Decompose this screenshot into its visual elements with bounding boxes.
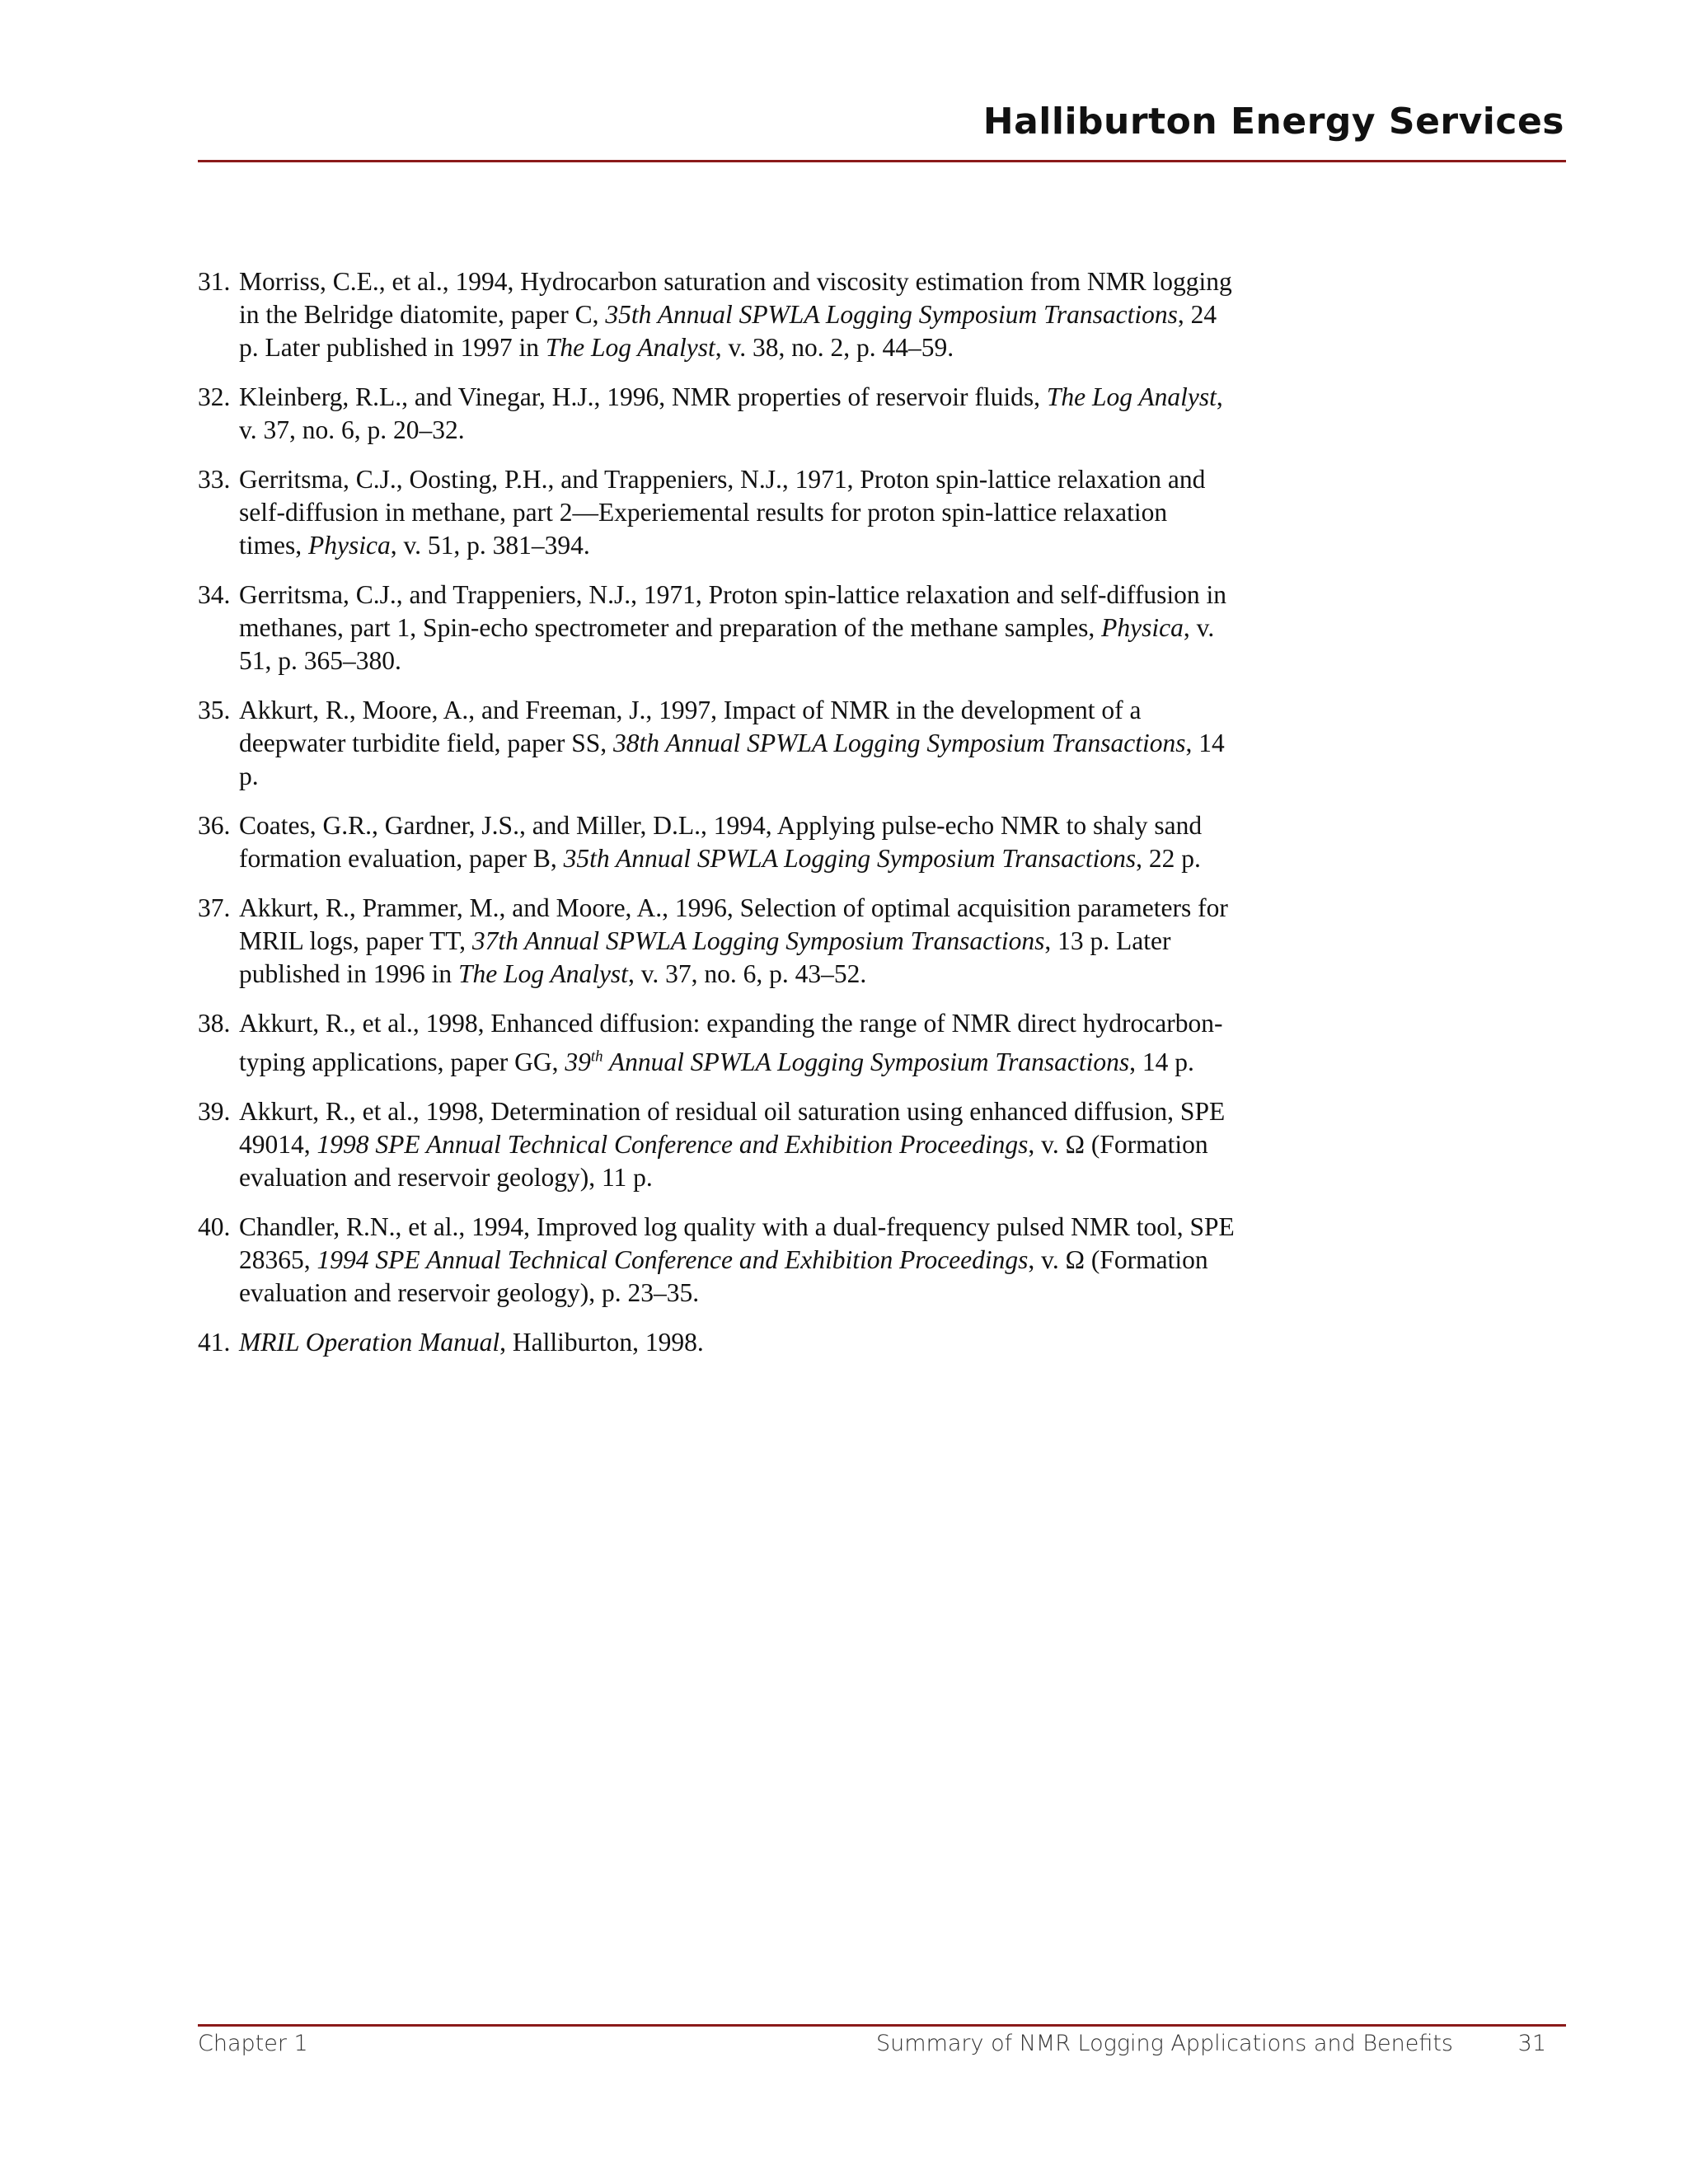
reference-italic-segment: 1998 SPE Annual Technical Conference and Exhibition Proceedings (316, 1129, 1029, 1159)
reference-text (239, 465, 1205, 560)
reference-item (198, 892, 1236, 991)
footer-chapter: Chapter 1 (198, 2031, 308, 2056)
reference-italic-segment: 1994 SPE Annual Technical Conference and Exhibition Proceedings (316, 1244, 1029, 1274)
reference-number: 32. (198, 382, 231, 411)
reference-segment: , 14 p. (1129, 1047, 1194, 1076)
reference-italic-segment: The Log Analyst (545, 333, 715, 362)
reference-number: 35. (198, 696, 231, 724)
reference-italic-segment: Physica (308, 531, 391, 560)
reference-text (239, 893, 1228, 988)
reference-number: 38. (198, 1009, 231, 1038)
reference-item (198, 1095, 1236, 1194)
reference-text (239, 1097, 1225, 1192)
header-rule (198, 160, 1566, 162)
reference-item (198, 694, 1236, 793)
reference-segment: Akkurt, R., Moore, A., and Freeman, J., 1997, Impact of NMR in the development of a deepwater turbidite field, paper SS, (239, 696, 1142, 757)
reference-segment: Chandler, R.N., et al., 1994, Improved log quality with a dual-frequency pulsed NMR tool, SPE 28365, (239, 1212, 1235, 1274)
reference-italic-segment: The Log Analyst (458, 959, 628, 988)
reference-text (239, 580, 1226, 675)
reference-italic-segment: 38th Annual SPWLA Logging Symposium Transactions (612, 729, 1186, 757)
reference-italic-segment: The Log Analyst (1046, 382, 1217, 411)
reference-list (198, 265, 1236, 1376)
reference-segment: Gerritsma, C.J., and Trappeniers, N.J., 1971, Proton spin-lattice relaxation and self-diffusion in methanes, part 1, Spin-echo spectrometer and preparation of the methane samples, (239, 580, 1226, 642)
reference-italic-segment: 39 (565, 1047, 591, 1076)
reference-number: 39. (198, 1096, 231, 1126)
reference-italic-segment: 35th Annual SPWLA Logging Symposium Transactions (563, 844, 1137, 873)
reference-italic-segment: th (590, 1047, 603, 1065)
reference-segment: , v. 37, no. 6, p. 20–32. (239, 382, 1223, 444)
footer-section-title: Summary of NMR Logging Applications and Benefits (876, 2031, 1453, 2056)
reference-segment: , v. 38, no. 2, p. 44–59. (715, 333, 954, 362)
reference-segment: , 22 p. (1136, 844, 1201, 873)
reference-segment: Coates, G.R., Gardner, J.S., and Miller, D.L., 1994, Applying pulse-echo NMR to shaly sand formation evaluation, paper B, (239, 811, 1203, 873)
reference-segment: , Halliburton, 1998. (499, 1327, 704, 1357)
reference-segment: , 24 p. Later published in 1997 in (239, 300, 1217, 362)
reference-segment: , v. 51, p. 381–394. (390, 531, 590, 560)
reference-segment: , v. Ω (Formation evaluation and reservoir geology), 11 p. (239, 1129, 1208, 1192)
reference-segment: , v. 51, p. 365–380. (239, 613, 1215, 675)
reference-italic-segment: 35th Annual SPWLA Logging Symposium Transactions (605, 300, 1178, 329)
reference-text (239, 267, 1232, 362)
reference-number: 41. (198, 1327, 231, 1357)
reference-text (239, 1009, 1223, 1076)
reference-text (239, 1212, 1235, 1307)
reference-number: 37. (198, 893, 231, 922)
reference-italic-segment: 37th Annual SPWLA Logging Symposium Transactions (471, 926, 1045, 955)
reference-segment: Akkurt, R., et al., 1998, Enhanced diffusion: expanding the range of NMR direct hydrocarbon-typing applications, paper GG, (239, 1009, 1223, 1076)
reference-segment: , 14 p. (239, 729, 1225, 790)
reference-number: 33. (198, 465, 231, 494)
reference-number: 40. (198, 1212, 231, 1241)
reference-item (198, 463, 1236, 562)
page-header-title: Halliburton Energy Services (982, 101, 1564, 143)
reference-item (198, 809, 1236, 875)
reference-segment: , v. 37, no. 6, p. 43–52. (627, 959, 867, 988)
reference-italic-segment: Physica (1101, 613, 1184, 642)
reference-segment: , 13 p. Later published in 1996 in (239, 926, 1171, 988)
reference-item (198, 1007, 1236, 1079)
reference-item (198, 381, 1236, 447)
reference-number: 31. (198, 267, 231, 296)
reference-italic-segment: Annual SPWLA Logging Symposium Transactions (603, 1047, 1130, 1076)
reference-segment: Akkurt, R., Prammer, M., and Moore, A., 1996, Selection of optimal acquisition parameters for MRIL logs, paper TT, (239, 893, 1228, 955)
reference-segment: Morriss, C.E., et al., 1994, Hydrocarbon saturation and viscosity estimation from NMR logging in the Belridge diatomite, paper C, (239, 267, 1232, 329)
reference-segment: Kleinberg, R.L., and Vinegar, H.J., 1996, NMR properties of reservoir fluids, (239, 382, 1047, 411)
reference-item (198, 1211, 1236, 1310)
reference-segment: Gerritsma, C.J., Oosting, P.H., and Trappeniers, N.J., 1971, Proton spin-lattice relaxation and self-diffusion in methane, part 2—Experiemental results for proton spin-lattice relaxation times, (239, 465, 1206, 560)
reference-item (198, 1326, 1236, 1359)
reference-item (198, 265, 1236, 364)
reference-number: 36. (198, 811, 231, 840)
reference-text (239, 696, 1225, 790)
reference-italic-segment: MRIL Operation Manual (239, 1327, 500, 1357)
reference-text (239, 382, 1223, 444)
page-number: 31 (1517, 2031, 1546, 2056)
reference-number: 34. (198, 580, 231, 609)
reference-text (239, 811, 1202, 873)
reference-text (239, 1328, 704, 1357)
reference-segment: Akkurt, R., et al., 1998, Determination of residual oil saturation using enhanced diffusion, SPE 49014, (239, 1096, 1226, 1159)
footer-rule (198, 2024, 1566, 2027)
reference-segment: , v. Ω (Formation evaluation and reservoir geology), p. 23–35. (239, 1244, 1208, 1307)
reference-item (198, 579, 1236, 677)
